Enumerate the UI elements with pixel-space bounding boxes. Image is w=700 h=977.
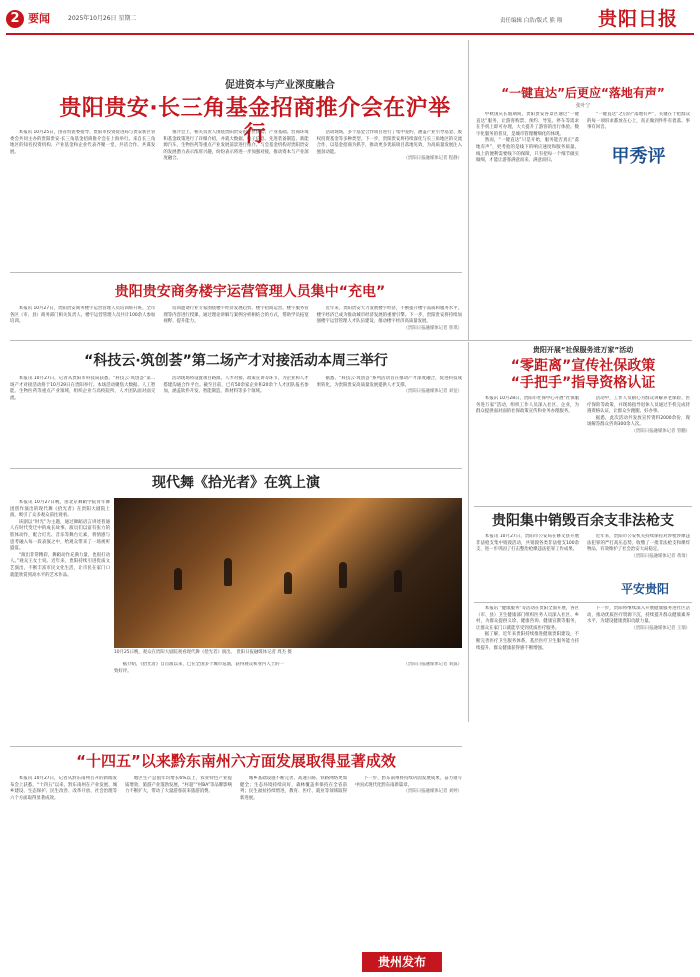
header-rule bbox=[6, 33, 694, 35]
article-body: 本报讯 10月27日，贵阳市公安局在修文县开展非法枪支集中销毁活动，共销毁各类非法枪支100余支，进一步巩固了打击整治枪爆违法犯罪工作成果。 近年来，贵阳市公安机关持续保持对涉枪涉爆违法犯罪的严打高压态势，收缴了一批非法枪支和爆炸物品，有效维护了社会治安大局稳定。 （贵阳日报融媒体记者 黄琦） bbox=[476, 534, 690, 559]
article-body: 本报讯 10月27日，记者从黔东南州召开的新闻发布会上获悉，“十四五”以来，黔东南州在产业发展、城乡建设、生态保护、民生改善、改革开放、社会治理等六个方面取得显著成效。 地区生产总值年均增长6%以上，农业特色产业提质增效，旅游产业蓬勃发展，“村超”“村BA”等品牌影响力不断扩大，带动了大量游客前来旅游消费。 城乡基础设施不断完善，高速公路、铁路网络更加健全；生态环境持续向好，森林覆盖率保持在全省前列；民生福祉持续增进，教育、医疗、就业等领域取得新进展。 下一步，黔东南州将持续巩固发展成果，奋力谱写中国式现代化黔东南新篇章。 （贵阳日报融媒体记者 刘婷） bbox=[10, 776, 462, 801]
divider bbox=[10, 468, 462, 469]
section-title: 要闻 bbox=[28, 12, 50, 25]
byline: （贵阳日报融媒体记者 程静） bbox=[403, 156, 462, 162]
article-body: 本报讯 10月27日，记者从贵阳市科技局获悉，“科技云·筑创荟”第二场产才对接活动将于10月29日在贵阳举行。本场活动聚焦大数据、人工智能、生物医药等重点产业领域，组织企业与高校院所、人才团队面对面交流。 活动现场将设置项目路演、人才对接、政策宣讲等环节，为企业和人才搭建沟通合作平台。截至目前，已有50余家企业和20余个人才团队报名参加，涵盖软件开发、智能制造、新材料等多个领域。 据悉，“科技云·筑创荟”系列活动旨在推动产才深度融合，促进科技成果转化，为贵阳贵安高质量发展提供人才支撑。 （贵阳日报融媒体记者 刘征） bbox=[10, 376, 462, 401]
page-header bbox=[6, 8, 694, 32]
divider bbox=[10, 340, 692, 341]
subhead-social: 贵阳开展“社保服务进万家”活动 bbox=[532, 346, 634, 354]
byline: （贵阳日报融媒体记者 刘征） bbox=[403, 389, 462, 395]
article-kicker: 促进资本与产业深度融合 bbox=[225, 80, 335, 91]
commentary-body: 中秋国庆长假期间，贵阳贵安各景区通过“一键直达”服务，让游客购票、预约、导览、停车等需求在手机上即可办理，大大提升了游客的出行体验。数字化服务的普及，是城市管理精细化的体现。 然而，“一键直达”只是开始，服务能否真正“落地有声”，更考验的是线下的响应速度和服务质量。线上的便利需要线下的保障，只有把每一个细节做实做细，才能让游客满意而来、满意而归。 “一键直达”之后的“落地有声”，关键在于把群众的每一项诉求都放在心上，真正做到件件有着落、事事有回音。 甲秀评 bbox=[476, 112, 690, 167]
masthead-logo: 贵阳日报 bbox=[598, 8, 679, 30]
headline-dance: 现代舞《拾光者》在筑上演 bbox=[152, 475, 320, 491]
article-body: 本报讯 10月25日，由省贸促委指导、贵阳市投资促进局与贵安新区管委会共同主办的贵阳贵安·长三角基金招商推介会在上海举行。来自长三角地区的知名投资机构、产业基金和企业代表齐聚一堂，共话合作、共谋发展。 推介会上，相关负责人围绕贵阳贵安的区位优势、产业基础、营商环境和基金政策进行了详细介绍，并就大数据、电子信息、先进装备制造、新能源汽车、生物医药等重点产业发展前景进行推介。与会基金机构对贵阳贵安的发展潜力表示浓厚兴趣，纷纷表示将进一步加强对接，推动资本与产业深度融合。 活动现场，多个基金合作项目进行了集中签约，涵盖产业引导基金、股权投资基金等多种类型。下一步，贵阳贵安将持续深化与长三角地区的交流合作，以基金招商为抓手，推动更多优质项目落地见效，为高质量发展注入强劲动能。 （贵阳日报融媒体记者 程静） bbox=[10, 130, 462, 162]
byline: （贵阳日报融媒体记者 曾琪） bbox=[403, 325, 462, 331]
column-divider bbox=[468, 342, 469, 722]
byline: （贵阳日报融媒体记者 刘婷） bbox=[403, 789, 462, 795]
headline-tech: “科技云·筑创荟”第二场产才对接活动本周三举行 bbox=[84, 353, 388, 369]
column-logo: 甲秀评 bbox=[611, 145, 666, 167]
commentary-author: 张叶宁 bbox=[575, 103, 591, 109]
headline-training: 贵阳贵安商务楼宇运营管理人员集中“充电” bbox=[114, 284, 386, 300]
headline-social-2: “手把手”指导资格认证 bbox=[510, 375, 656, 391]
photo-caption: 10月25日晚，观众在贵阳大剧院观看现代舞《拾光者》演出。 贵阳日报融媒体记者 周杰 摄 bbox=[114, 650, 292, 655]
dance-photo bbox=[114, 498, 462, 648]
column-logo: 平安贵阳 bbox=[620, 582, 669, 596]
editor-credits: 责任编辑 白浩/版式 熊 翔 bbox=[500, 18, 563, 24]
divider bbox=[474, 506, 692, 507]
article-body: 本报讯 10月27日晚，由北京舞蹈学院青年舞团创作演出的现代舞《拾光者》在贵阳大剧院上演，吸引了众多观众前往观看。 该剧以“时光”为主题，通过舞蹈语言讲述普通人在时代变迁中的成长故事。演员们以富有张力的肢体动作，配合灯光、音乐等舞台元素，将情感与思考融入每一段表演之中，给观众带来了一场视听盛宴。 “演出非常精彩，舞蹈动作充满力量，也很打动人。”观众王女士说。近年来，贵阳持续引进优质文艺演出，不断丰富市民文化生活，让市民在家门口就能欣赏到高水平的艺术作品。 bbox=[10, 500, 110, 578]
headline-social-1: “零距离”宣传社保政策 bbox=[510, 358, 656, 374]
byline: （贵阳日报融媒体记者 黄琦） bbox=[631, 553, 690, 559]
page-number: 2 bbox=[6, 10, 24, 28]
byline: （贵阳日报融媒体记者 管鹏） bbox=[631, 428, 690, 434]
article-body: 本报讯 10月27日，贵阳贵安商务楼宇运营管理人员培训班开班，全市各区（市、县）商务部门相关负责人、楼宇运营管理人员共计100余人参加培训。 培训邀请行业专家围绕楼宇经济发展趋势、楼宇招商运营、楼宇服务管理等内容进行授课，通过理论讲解与案例分析相结合的方式，帮助学员拓宽视野、提升能力。 近年来，贵阳贵安大力发展楼宇经济，不断提升楼宇品质和服务水平，楼宇经济已成为推动城市经济发展的重要引擎。下一步，贵阳贵安将持续加强楼宇运营管理人才队伍建设，推动楼宇经济高质量发展。 （贵阳日报融媒体记者 曾琪） bbox=[10, 306, 462, 331]
byline: （贵阳日报融媒体记者 刘露） bbox=[403, 662, 462, 667]
article-body: 本报讯 10月28日，贵阳市社保中心开展“社保服务进万家”活动，组织工作人员深入社区、企业，为群众提供面对面的社保政策宣传和业务办理服务。 活动中，工作人员耐心为群众讲解养老保险、医疗保险等政策，并现场指导退休人员通过手机完成待遇资格认证，让群众少跑腿、好办事。 据悉，此次活动共发放宣传资料2000余份，现场解答群众咨询300余人次。 （贵阳日报融媒体记者 管鹏） bbox=[476, 396, 690, 434]
divider bbox=[474, 602, 692, 603]
divider bbox=[10, 746, 462, 747]
headline-guns: 贵阳集中销毁百余支非法枪支 bbox=[492, 513, 674, 529]
article-body: 据介绍，《拾光者》自首演以来，已在全国多个城市巡演，获得观众和业内人士的一致好评。 （贵阳日报融媒体记者 刘露） bbox=[114, 662, 462, 674]
byline: （贵阳日报融媒体记者 王瑞） bbox=[631, 625, 690, 631]
column-divider bbox=[468, 40, 469, 340]
article-body: 本报讯 “健康服务”等活动在贵阳全面开展，各区（市、县）卫生健康部门组织医务人员深入社区、乡村，为群众提供义诊、健康咨询、健康宣教等服务，让群众在家门口就能享受到优质医疗服务。 据了解，近年来贵阳持续推进健康贵阳建设，不断完善医疗卫生服务体系，基层医疗卫生服务能力持续提升，群众健康获得感不断增强。 下一步，贵阳将继续深入开展健康服务进社区活动，推动优质医疗资源下沉，持续提升群众健康素养水平，为建设健康贵阳贡献力量。 （贵阳日报融媒体记者 王瑞） bbox=[476, 606, 690, 651]
headline-qdn: “十四五”以来黔东南州六方面发展取得显著成效 bbox=[76, 752, 396, 770]
guizhou-release-banner: 贵州发布 bbox=[362, 952, 442, 972]
headline-main: 贵阳贵安·长三角基金招商推介会在沪举行 bbox=[59, 96, 451, 147]
issue-date: 2025年10月26日 星期二 bbox=[68, 15, 137, 22]
divider bbox=[10, 272, 462, 273]
commentary-title: “一键直达”后更应“落地有声” bbox=[501, 86, 665, 100]
